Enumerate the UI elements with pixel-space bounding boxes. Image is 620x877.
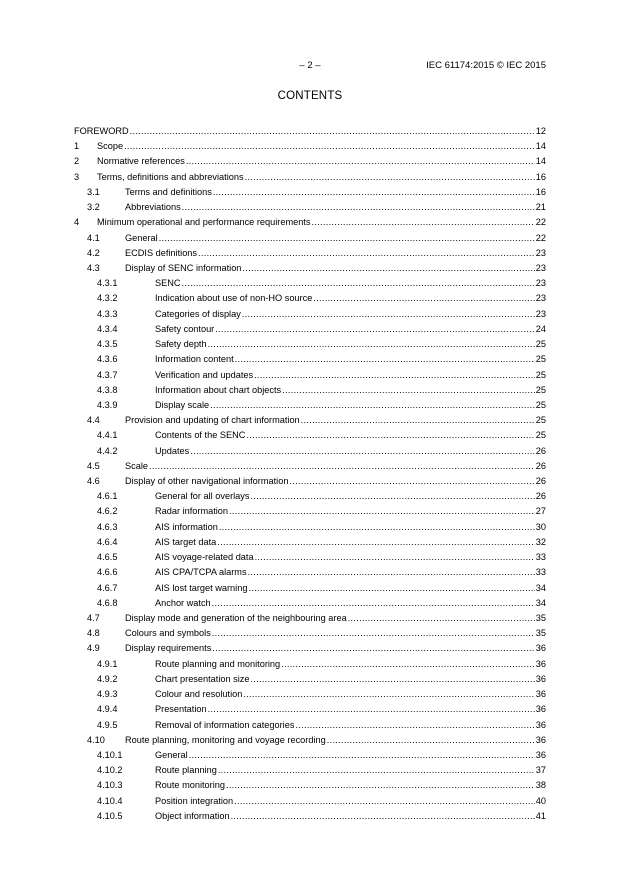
toc-entry-page: 23 [535, 261, 546, 276]
toc-entry-title: Minimum operational and performance requirements [97, 215, 311, 230]
toc-entry[interactable] [74, 139, 546, 154]
toc-dot-leader [219, 520, 535, 535]
toc-entry-page: 37 [535, 763, 546, 778]
toc-dot-leader [242, 261, 534, 276]
toc-dot-leader [245, 170, 535, 185]
toc-dot-leader [231, 809, 535, 824]
toc-entry-page: 34 [535, 581, 546, 596]
toc-entry-title: Indication about use of non-HO source [155, 291, 313, 306]
toc-entry[interactable] [74, 215, 546, 230]
toc-entry-number: 4.5 [87, 460, 100, 471]
toc-dot-leader [208, 702, 535, 717]
toc-dot-leader [254, 368, 535, 383]
toc-entry-number: 4.9.1 [97, 658, 118, 669]
toc-entry-title: Normative references [97, 154, 186, 169]
toc-dot-leader [215, 322, 535, 337]
table-of-contents [74, 124, 546, 824]
toc-entry[interactable] [74, 687, 546, 702]
toc-entry-title: Colours and symbols [125, 626, 212, 641]
toc-entry-number: 4.3 [87, 262, 100, 273]
toc-dot-leader [130, 124, 535, 139]
toc-entry-page: 26 [535, 474, 546, 489]
toc-entry[interactable] [74, 231, 546, 246]
toc-entry[interactable] [74, 535, 546, 550]
toc-dot-leader [198, 246, 535, 261]
toc-dot-leader [248, 565, 535, 580]
toc-dot-leader [217, 535, 534, 550]
toc-entry[interactable] [74, 611, 546, 626]
toc-entry-page: 14 [535, 154, 546, 169]
toc-entry-title: Route monitoring [155, 778, 226, 793]
toc-entry-page: 26 [535, 459, 546, 474]
toc-entry[interactable] [74, 383, 546, 398]
toc-dot-leader [250, 672, 534, 687]
toc-entry[interactable] [74, 581, 546, 596]
toc-dot-leader [182, 276, 535, 291]
toc-dot-leader [212, 626, 535, 641]
toc-entry-title: Route planning, monitoring and voyage recording [125, 733, 327, 748]
toc-entry-page: 16 [535, 170, 546, 185]
toc-entry-number: 4.3.1 [97, 278, 118, 289]
toc-entry-page: 32 [535, 535, 546, 550]
toc-entry-page: 22 [535, 215, 546, 230]
toc-entry[interactable] [74, 550, 546, 565]
toc-entry[interactable] [74, 246, 546, 261]
toc-entry-page: 36 [535, 672, 546, 687]
toc-entry-title: General [125, 231, 159, 246]
toc-entry[interactable] [74, 352, 546, 367]
toc-entry[interactable] [74, 276, 546, 291]
toc-entry-page: 33 [535, 550, 546, 565]
toc-entry-page: 25 [535, 368, 546, 383]
toc-entry-page: 21 [535, 200, 546, 215]
toc-entry-page: 25 [535, 383, 546, 398]
toc-entry[interactable] [74, 809, 546, 824]
toc-entry[interactable] [74, 444, 546, 459]
toc-entry[interactable] [74, 261, 546, 276]
toc-entry-number: 4.6.2 [97, 506, 118, 517]
toc-entry[interactable] [74, 428, 546, 443]
toc-entry-title: AIS CPA/TCPA alarms [155, 565, 248, 580]
toc-entry-title: Information about chart objects [155, 383, 282, 398]
toc-dot-leader [313, 291, 534, 306]
toc-dot-leader [348, 611, 535, 626]
toc-entry-title: Display scale [155, 398, 210, 413]
toc-dot-leader [212, 596, 535, 611]
toc-entry-title: Information content [155, 352, 235, 367]
toc-entry-page: 25 [535, 352, 546, 367]
toc-entry-page: 25 [535, 428, 546, 443]
toc-entry[interactable] [74, 641, 546, 656]
toc-entry-page: 25 [535, 413, 546, 428]
toc-dot-leader [159, 231, 535, 246]
toc-entry[interactable] [74, 170, 546, 185]
toc-entry-page: 40 [535, 794, 546, 809]
toc-entry-number: 2 [74, 156, 80, 167]
toc-entry-title: Verification and updates [155, 368, 254, 383]
toc-entry-title: Removal of information categories [155, 718, 295, 733]
toc-dot-leader [301, 413, 535, 428]
toc-entry-page: 35 [535, 626, 546, 641]
toc-entry-number: 4.3.2 [97, 293, 118, 304]
toc-entry-page: 23 [535, 246, 546, 261]
toc-entry-number: 3 [74, 171, 80, 182]
toc-entry-title: Route planning and monitoring [155, 657, 281, 672]
toc-entry-number: 4.3.7 [97, 369, 118, 380]
toc-entry-number: 4.9.2 [97, 673, 118, 684]
toc-entry[interactable] [74, 520, 546, 535]
toc-entry[interactable] [74, 200, 546, 215]
toc-entry-title: Scale [125, 459, 149, 474]
toc-entry-title: Updates [155, 444, 190, 459]
toc-entry-number: 4.3.8 [97, 384, 118, 395]
toc-entry-number: 4.9.4 [97, 704, 118, 715]
toc-entry-number: 4.3.3 [97, 308, 118, 319]
toc-entry-number: 4.10 [87, 734, 105, 745]
toc-dot-leader [182, 200, 535, 215]
toc-entry-page: 35 [535, 611, 546, 626]
toc-dot-leader [311, 215, 534, 230]
toc-entry-title: Abbreviations [125, 200, 182, 215]
toc-entry-title: Chart presentation size [155, 672, 250, 687]
toc-entry-number: 4 [74, 217, 80, 228]
toc-entry[interactable] [74, 794, 546, 809]
toc-entry-number: 4.6.3 [97, 521, 118, 532]
toc-entry[interactable] [74, 368, 546, 383]
toc-entry-page: 36 [535, 702, 546, 717]
toc-entry[interactable] [74, 672, 546, 687]
toc-dot-leader [226, 778, 535, 793]
toc-entry-page: 23 [535, 276, 546, 291]
toc-dot-leader [208, 337, 535, 352]
toc-entry-title: ECDIS definitions [125, 246, 198, 261]
toc-entry-title: Anchor watch [155, 596, 212, 611]
toc-entry-page: 25 [535, 398, 546, 413]
toc-dot-leader [242, 307, 535, 322]
toc-entry[interactable] [74, 748, 546, 763]
toc-entry-title: Safety depth [155, 337, 208, 352]
toc-dot-leader [327, 733, 535, 748]
toc-entry-title: Scope [97, 139, 124, 154]
toc-entry[interactable] [74, 124, 546, 139]
toc-entry-title: Colour and resolution [155, 687, 243, 702]
toc-entry-title: Route planning [155, 763, 218, 778]
toc-dot-leader [124, 139, 535, 154]
toc-entry-page: 34 [535, 596, 546, 611]
toc-entry-number: 3.2 [87, 202, 100, 213]
toc-dot-leader [189, 748, 535, 763]
toc-entry-title: General [155, 748, 189, 763]
toc-entry-title: AIS target data [155, 535, 217, 550]
toc-entry-number: 4.3.9 [97, 399, 118, 410]
toc-entry-number: 4.3.4 [97, 323, 118, 334]
toc-entry-title: Categories of display [155, 307, 242, 322]
toc-entry-page: 14 [535, 139, 546, 154]
toc-entry-number: 4.10.1 [97, 749, 123, 760]
toc-entry-title: Object information [155, 809, 231, 824]
toc-entry-title: Contents of the SENC [155, 428, 246, 443]
toc-dot-leader [210, 398, 535, 413]
toc-entry-number: 4.9 [87, 643, 100, 654]
toc-entry[interactable] [74, 657, 546, 672]
toc-entry[interactable] [74, 504, 546, 519]
toc-dot-leader [243, 687, 534, 702]
toc-entry[interactable] [74, 307, 546, 322]
toc-entry-number: 4.8 [87, 628, 100, 639]
toc-entry-number: 4.4 [87, 415, 100, 426]
toc-dot-leader [149, 459, 535, 474]
toc-dot-leader [282, 383, 535, 398]
toc-entry-page: 36 [535, 657, 546, 672]
toc-entry[interactable] [74, 702, 546, 717]
toc-entry-title: AIS information [155, 520, 219, 535]
toc-dot-leader [190, 444, 535, 459]
toc-entry[interactable] [74, 718, 546, 733]
toc-dot-leader [250, 489, 534, 504]
toc-entry[interactable] [74, 154, 546, 169]
standard-reference: IEC 61174:2015 © IEC 2015 [426, 60, 546, 71]
toc-dot-leader [248, 581, 534, 596]
toc-entry-title: FOREWORD [74, 124, 130, 139]
toc-entry[interactable] [74, 763, 546, 778]
toc-entry-page: 36 [535, 641, 546, 656]
toc-entry-number: 4.6 [87, 476, 100, 487]
toc-dot-leader [218, 763, 535, 778]
toc-dot-leader [186, 154, 535, 169]
toc-entry-number: 4.10.3 [97, 780, 123, 791]
toc-entry-title: Display mode and generation of the neighbouring area [125, 611, 348, 626]
toc-entry-page: 23 [535, 291, 546, 306]
toc-dot-leader [255, 550, 535, 565]
toc-dot-leader [229, 504, 535, 519]
toc-entry-number: 4.10.4 [97, 795, 123, 806]
toc-entry-page: 30 [535, 520, 546, 535]
toc-entry-page: 26 [535, 489, 546, 504]
toc-entry-page: 38 [535, 778, 546, 793]
toc-entry-number: 1 [74, 141, 80, 152]
toc-entry-number: 4.6.5 [97, 552, 118, 563]
toc-entry-page: 23 [535, 307, 546, 322]
toc-entry-title: Terms, definitions and abbreviations [97, 170, 245, 185]
toc-dot-leader [234, 794, 535, 809]
toc-entry-number: 4.10.2 [97, 765, 123, 776]
toc-entry-number: 4.2 [87, 247, 100, 258]
toc-entry[interactable] [74, 291, 546, 306]
toc-entry-title: Presentation [155, 702, 208, 717]
toc-entry-number: 4.6.8 [97, 597, 118, 608]
toc-entry-page: 22 [535, 231, 546, 246]
toc-entry-title: AIS voyage-related data [155, 550, 255, 565]
toc-entry-title: Display of other navigational information [125, 474, 289, 489]
toc-entry-page: 12 [535, 124, 546, 139]
toc-entry[interactable] [74, 626, 546, 641]
toc-dot-leader [289, 474, 534, 489]
toc-entry-page: 36 [535, 687, 546, 702]
toc-entry-title: AIS lost target warning [155, 581, 248, 596]
page-number: – 2 – [299, 60, 321, 71]
toc-entry-number: 4.4.1 [97, 430, 118, 441]
toc-dot-leader [213, 185, 535, 200]
toc-entry-number: 3.1 [87, 186, 100, 197]
toc-entry[interactable] [74, 322, 546, 337]
toc-entry[interactable] [74, 459, 546, 474]
toc-entry[interactable] [74, 733, 546, 748]
toc-entry[interactable] [74, 778, 546, 793]
page-title: CONTENTS [277, 90, 343, 102]
toc-entry-number: 4.6.1 [97, 491, 118, 502]
toc-entry-page: 41 [535, 809, 546, 824]
toc-entry[interactable] [74, 185, 546, 200]
toc-entry-number: 4.7 [87, 613, 100, 623]
toc-entry-page: 36 [535, 718, 546, 733]
toc-entry-page: 25 [535, 337, 546, 352]
toc-entry-number: 4.4.2 [97, 445, 118, 456]
toc-entry-number: 4.3.6 [97, 354, 118, 365]
toc-entry-page: 26 [535, 444, 546, 459]
toc-entry-number: 4.6.6 [97, 567, 118, 578]
toc-entry-page: 24 [535, 322, 546, 337]
toc-entry[interactable] [74, 413, 546, 428]
toc-entry-page: 33 [535, 565, 546, 580]
toc-entry-title: Display of SENC information [125, 261, 242, 276]
toc-entry[interactable] [74, 337, 546, 352]
toc-entry[interactable] [74, 596, 546, 611]
toc-entry-number: 4.6.4 [97, 536, 118, 547]
toc-dot-leader [212, 641, 534, 656]
toc-entry-title: Provision and updating of chart information [125, 413, 301, 428]
toc-entry[interactable] [74, 565, 546, 580]
toc-entry-number: 4.10.5 [97, 810, 123, 821]
toc-entry[interactable] [74, 474, 546, 489]
toc-dot-leader [281, 657, 535, 672]
toc-entry-number: 4.1 [87, 232, 100, 243]
toc-entry[interactable] [74, 489, 546, 504]
toc-entry-number: 4.9.5 [97, 719, 118, 730]
toc-dot-leader [246, 428, 534, 443]
toc-dot-leader [235, 352, 535, 367]
toc-entry-title: Radar information [155, 504, 229, 519]
toc-entry-page: 36 [535, 748, 546, 763]
toc-entry-title: SENC [155, 276, 182, 291]
toc-entry-page: 36 [535, 733, 546, 748]
toc-dot-leader [295, 718, 534, 733]
toc-entry[interactable] [74, 398, 546, 413]
toc-entry-number: 4.3.5 [97, 339, 118, 350]
toc-entry-page: 27 [535, 504, 546, 519]
toc-entry-title: Safety contour [155, 322, 215, 337]
toc-entry-page: 16 [535, 185, 546, 200]
toc-entry-title: General for all overlays [155, 489, 250, 504]
toc-entry-title: Terms and definitions [125, 185, 213, 200]
toc-entry-title: Position integration [155, 794, 234, 809]
toc-entry-number: 4.6.7 [97, 582, 118, 593]
toc-entry-title: Display requirements [125, 641, 212, 656]
toc-entry-number: 4.9.3 [97, 689, 118, 700]
